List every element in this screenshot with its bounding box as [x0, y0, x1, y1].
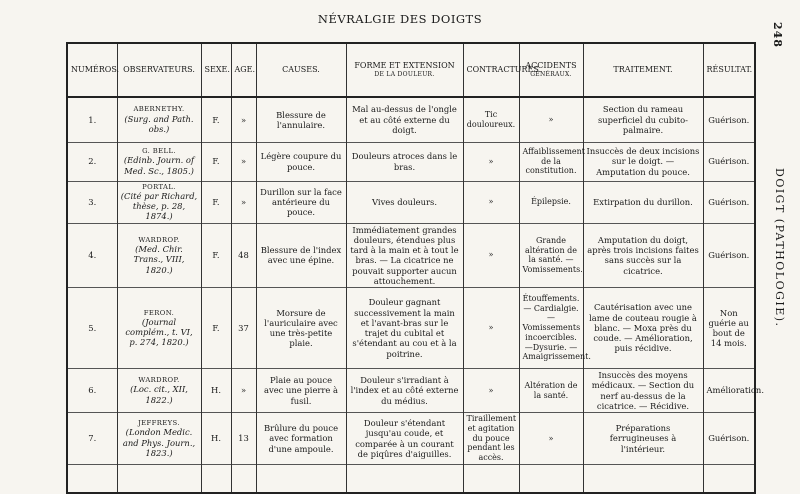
page-number: 248 [771, 22, 784, 48]
cell-num: 7. [67, 413, 117, 465]
cell-num: 2. [67, 142, 117, 181]
cell-observer [117, 97, 201, 142]
header-observers: OBSERVATEURS. [117, 43, 201, 97]
cell-sex: F. [201, 97, 231, 142]
header-contractures: CONTRACTURES. [463, 43, 519, 97]
cell-result: Non guérie au bout de 14 mois. [703, 288, 755, 369]
cell-observer [117, 142, 201, 181]
table-row [67, 288, 755, 369]
header-causes: CAUSES. [256, 43, 346, 97]
observer-name: ABERNETHY. [133, 105, 185, 114]
empty-cell [346, 465, 463, 493]
cell-form: Douleur gagnant successivement la main et l'avant-bras sur le trajet du cubital et s'étendant au cou et à la poitrine. [346, 288, 463, 369]
cell-accidents: Grande altération de la santé. — Vomissements. [519, 223, 583, 288]
cell-form: Douleurs atroces dans le bras. [346, 142, 463, 181]
observer-name: FERON. [143, 308, 175, 317]
running-title: NÉVRALGIE DES DOIGTS [317, 12, 483, 26]
header-num: NUMÉROS. [67, 43, 117, 97]
cell-causes: Plaie au pouce avec une pierre à fusil. [256, 369, 346, 413]
cell-contractures: » [463, 288, 519, 369]
empty-cell [583, 465, 703, 493]
cell-age: 48 [231, 223, 256, 288]
cell-form: Vives douleurs. [346, 181, 463, 223]
header-accidents-sub: GÉNÉRAUX. [530, 71, 572, 79]
cell-num: 4. [67, 223, 117, 288]
observer-name: JEFFREYS. [138, 419, 180, 428]
cell-num: 5. [67, 288, 117, 369]
cell-causes: Brûlure du pouce avec formation d'une ampoule. [256, 413, 346, 465]
cell-age: » [231, 369, 256, 413]
cell-age: » [231, 142, 256, 181]
cell-contractures: Tic douloureux. [463, 97, 519, 142]
cell-sex: F. [201, 142, 231, 181]
cell-accidents: Altération de la santé. [519, 369, 583, 413]
cell-age: 37 [231, 288, 256, 369]
cell-result: Guérison. [703, 223, 755, 288]
observer-reference: (Med. Chir. Trans., VIII, 1820.) [133, 244, 185, 275]
cell-form: Mal au-dessus de l'ongle et au côté externe du doigt. [346, 97, 463, 142]
observer-reference: (London Medic. and Phys. Journ., 1823.) [122, 427, 196, 458]
cell-contractures: » [463, 181, 519, 223]
cell-causes: Morsure de l'auriculaire avec une très-petite plaie. [256, 288, 346, 369]
cell-sex: H. [201, 369, 231, 413]
header-row [67, 43, 755, 97]
cell-causes: Légère coupure du pouce. [256, 142, 346, 181]
observer-name: PORTAL. [142, 182, 176, 191]
cell-result: Guérison. [703, 97, 755, 142]
empty-cell [519, 465, 583, 493]
empty-cell [231, 465, 256, 493]
observer-name: WARDROP. [138, 376, 180, 385]
cell-treatment: Insuccès des moyens médicaux. — Section du nerf au-dessus de la cicatrice. — Récidive. [583, 369, 703, 413]
cell-form: Douleur s'étendant jusqu'au coude, et comparée à un courant de piqûres d'aiguilles. [346, 413, 463, 465]
cell-causes: Blessure de l'annulaire. [256, 97, 346, 142]
cell-contractures: » [463, 142, 519, 181]
header-sex: SEXE. [201, 43, 231, 97]
table-row-empty [67, 465, 755, 493]
cell-sex: F. [201, 181, 231, 223]
header-accidents-main: ACCIDENTS [525, 61, 577, 71]
empty-cell [201, 465, 231, 493]
cell-accidents: Étouffements. — Cardialgie. — Vomissements incoercibles.—Dysurie. — Amaigrissement. [519, 288, 583, 369]
cell-contractures: » [463, 369, 519, 413]
cell-age: 13 [231, 413, 256, 465]
observer-reference: (Cité par Richard, thèse, p. 28, 1874.) [120, 190, 198, 222]
observer-reference: (Edinb. Journ. of Med. Sc., 1805.) [123, 155, 195, 176]
header-form-main: FORME ET EXTENSION [354, 61, 455, 71]
table-row [67, 413, 755, 465]
cell-contractures: » [463, 223, 519, 288]
empty-cell [463, 465, 519, 493]
cell-observer [117, 413, 201, 465]
case-table [66, 42, 764, 494]
cell-age: » [231, 181, 256, 223]
cell-treatment: Cautérisation avec une lame de couteau rougie à blanc. — Moxa près du coude. — Amélioration, puis récidive. [583, 288, 703, 369]
cell-observer [117, 181, 201, 223]
cell-sex: F. [201, 288, 231, 369]
empty-cell [117, 465, 201, 493]
cell-observer [117, 369, 201, 413]
cell-treatment: Extirpation du durillon. [583, 181, 703, 223]
cell-result: Guérison. [703, 181, 755, 223]
cell-sex: H. [201, 413, 231, 465]
observer-reference: (Loc. cit., XII, 1822.) [130, 384, 188, 405]
header-treatment: TRAITEMENT. [583, 43, 703, 97]
cell-contractures: Tiraillement et agitation du pouce pendant les accès. [463, 413, 519, 465]
cell-result: Guérison. [703, 142, 755, 181]
cell-sex: F. [201, 223, 231, 288]
observer-name: G. BELL. [142, 147, 176, 156]
cell-accidents: » [519, 413, 583, 465]
cell-observer [117, 223, 201, 288]
cell-accidents: Affaiblissement de la constitution. [519, 142, 583, 181]
empty-cell [703, 465, 755, 493]
cell-accidents: » [519, 97, 583, 142]
cell-form: Immédiatement grandes douleurs, étendues plus tard à la main et à tout le bras. — La cicatrice ne pouvait supporter aucun attouchement. [346, 223, 463, 288]
observer-reference: (Journal complém., t. VI, p. 274, 1820.) [125, 316, 193, 348]
table-row [67, 369, 755, 413]
table-row [67, 142, 755, 181]
header-age: AGE. [231, 43, 256, 97]
empty-cell [256, 465, 346, 493]
cell-num: 3. [67, 181, 117, 223]
observer-reference: (Surg. and Path. obs.) [124, 113, 194, 134]
cell-accidents: Épilepsie. [519, 181, 583, 223]
cell-treatment: Section du rameau superficiel du cubito-palmaire. [583, 97, 703, 142]
cell-form: Douleur s'irradiant à l'index et au côté externe du médius. [346, 369, 463, 413]
table-row [67, 181, 755, 223]
cell-result: Guérison. [703, 413, 755, 465]
cell-treatment: Préparations ferrugineuses à l'intérieur. [583, 413, 703, 465]
table-row [67, 97, 755, 142]
cell-result: Amélioration. [703, 369, 755, 413]
cell-observer [117, 288, 201, 369]
table-row [67, 223, 755, 288]
cell-causes: Durillon sur la face antérieure du pouce. [256, 181, 346, 223]
cell-num: 6. [67, 369, 117, 413]
cell-treatment: Insuccès de deux incisions sur le doigt. — Amputation du pouce. [583, 142, 703, 181]
header-accidents [519, 43, 583, 97]
cell-causes: Blessure de l'index avec une épine. [256, 223, 346, 288]
header-form [346, 43, 463, 97]
cell-age: » [231, 97, 256, 142]
observer-name: WARDROP. [138, 235, 180, 244]
cell-treatment: Amputation du doigt, après trois incisions faites sans succès sur la cicatrice. [583, 223, 703, 288]
empty-cell [67, 465, 117, 493]
cell-num: 1. [67, 97, 117, 142]
header-result: RÉSULTAT. [703, 43, 755, 97]
margin-heading: DOIGT (PATHOLOGIE). [773, 168, 786, 328]
header-form-sub: DE LA DOULEUR. [374, 71, 435, 79]
